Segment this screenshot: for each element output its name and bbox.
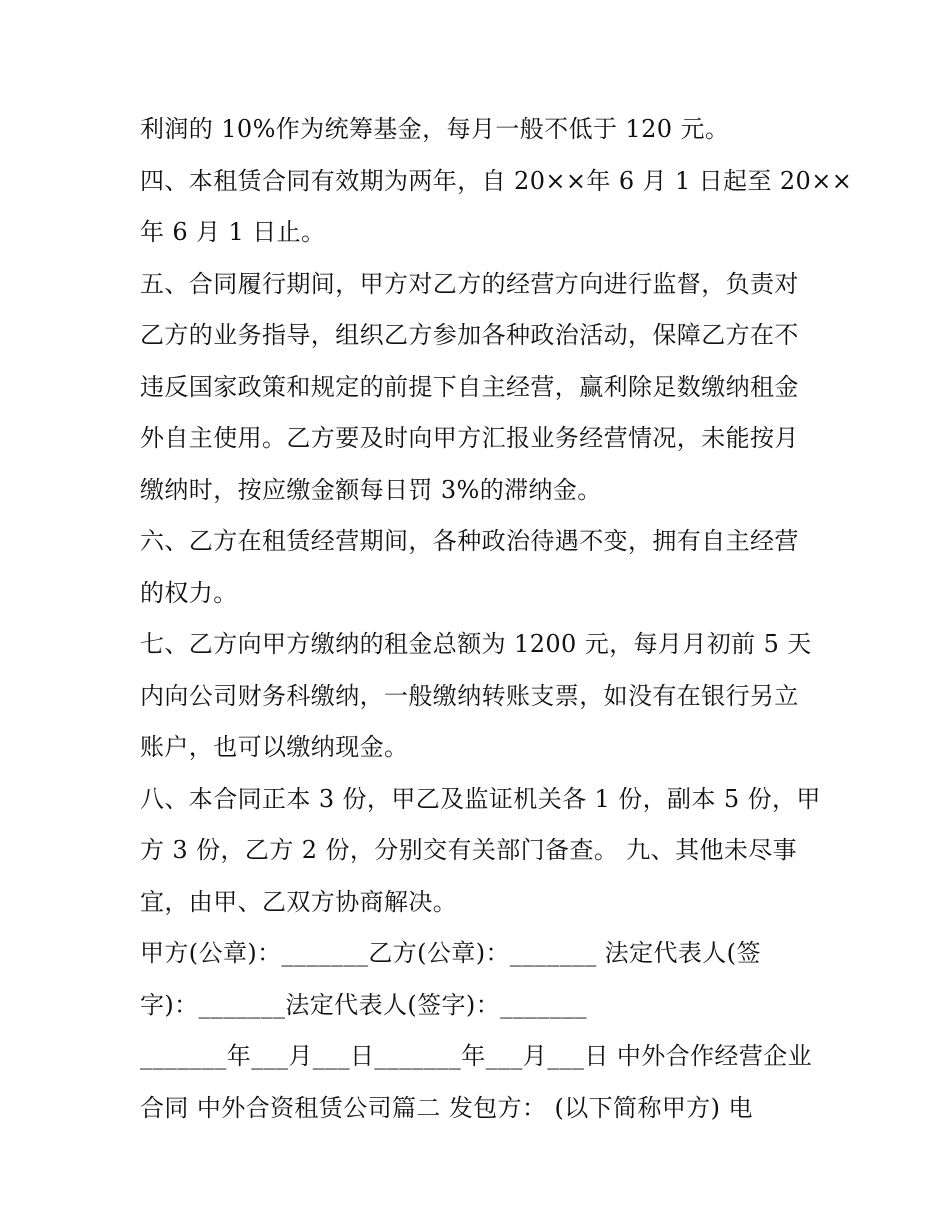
text-line: 七、乙方向甲方缴纳的租金总额为 1200 元，每月月初前 5 天: [140, 630, 812, 658]
text-line: 违反国家政策和规定的前提下自主经营，赢利除足数缴纳租金: [140, 372, 799, 401]
document-body: [140, 104, 853, 1134]
text-line: 的权力。: [140, 578, 238, 607]
text-line: 内向公司财务科缴纳，一般缴纳转账支票，如没有在银行另立: [140, 681, 799, 710]
text-line: 乙方的业务指导，组织乙方参加各种政治活动，保障乙方在不: [140, 321, 799, 349]
signature-line: 甲方(公章)：_______乙方(公章)：_______ 法定代表人(签: [140, 939, 761, 967]
text-line: 方 3 份，乙方 2 份，分别交有关部门备查。 九、其他未尽事: [140, 836, 798, 864]
text-line: 利润的 10%作为统筹基金，每月一般不低于 120 元。: [140, 115, 730, 143]
text-line: 四、本租赁合同有效期为两年，自 20××年 6 月 1 日起至 20××: [140, 166, 853, 195]
date-line: _______年___月___日_______年___月___日 中外合作经营企业: [140, 1042, 813, 1070]
text-line: 年 6 月 1 日止。: [140, 218, 326, 246]
text-line: 账户，也可以缴纳现金。: [140, 733, 409, 761]
signature-line: 字)：_______法定代表人(签字)：_______: [140, 990, 587, 1019]
text-line: 宜，由甲、乙双方协商解决。: [140, 887, 458, 916]
text-line: 外自主使用。乙方要及时向甲方汇报业务经营情况，未能按月: [140, 424, 799, 452]
text-line: 五、合同履行期间，甲方对乙方的经营方向进行监督，负责对: [140, 269, 799, 298]
text-line: 六、乙方在租赁经营期间，各种政治待遇不变，拥有自主经营: [140, 527, 799, 555]
text-line: 合同 中外合资租赁公司篇二 发包方： (以下简称甲方) 电: [140, 1093, 753, 1122]
text-line: 缴纳时，按应缴金额每日罚 3%的滞纳金。: [140, 475, 602, 504]
text-line: 八、本合同正本 3 份，甲乙及监证机关各 1 份，副本 5 份，甲: [140, 784, 821, 813]
